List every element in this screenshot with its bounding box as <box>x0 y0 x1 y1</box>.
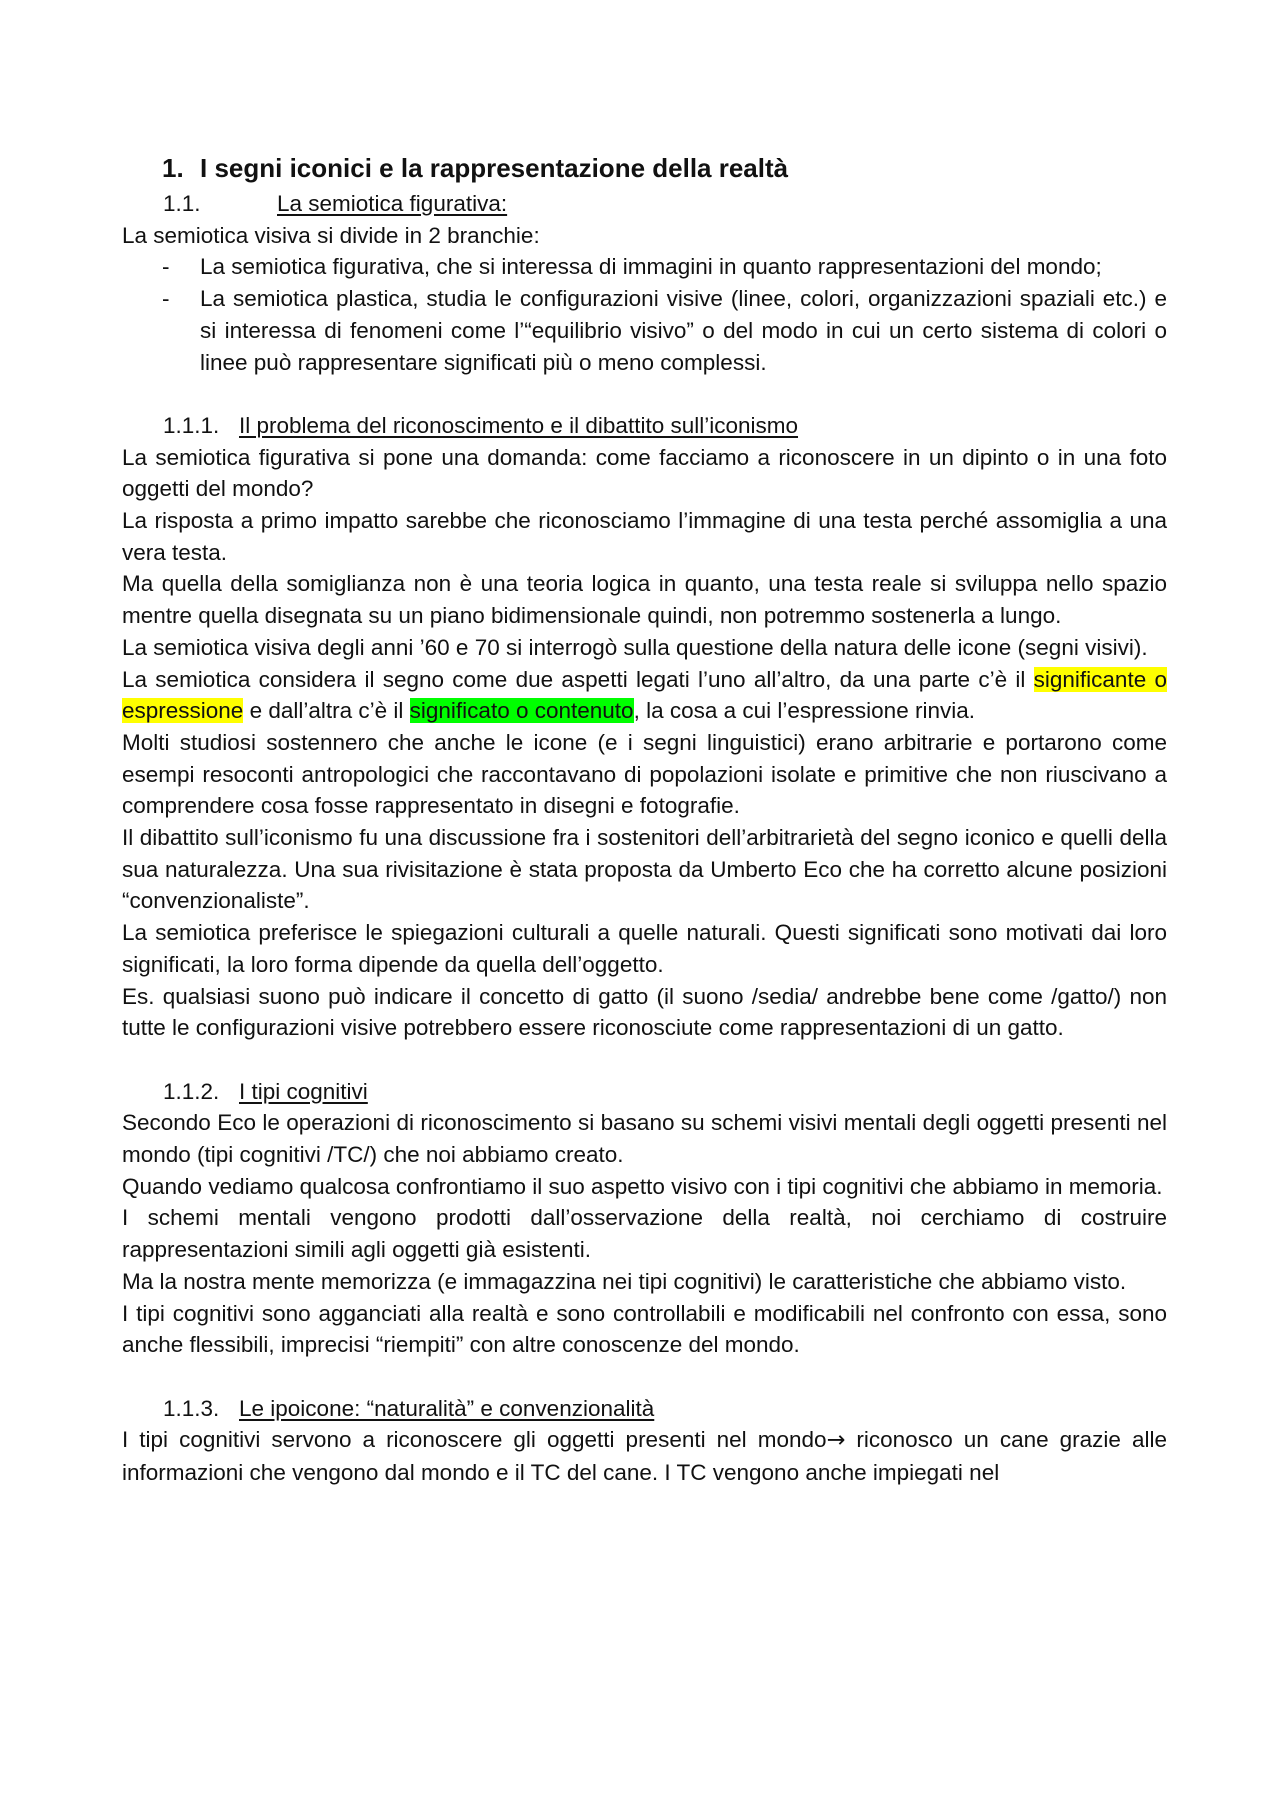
paragraph: Molti studiosi sostennero che anche le icone (e i segni linguistici) erano arbitrarie e portarono come esempi resoconti antropologici che raccontavano di popolazioni isolate e primitive che non riuscivano a comprendere cosa fosse rappresentato in disegni e fotografie. <box>122 729 1167 819</box>
section-number: 1.1. <box>163 191 201 216</box>
blank-line <box>122 378 1167 410</box>
paragraph: I schemi mentali vengono prodotti dall’osservazione della realtà, noi cerchiamo di costruire rappresentazioni simili agli oggetti già esistenti. <box>122 1205 1167 1263</box>
section-number: 1.1.1. <box>163 412 220 438</box>
section-heading-1-1-3 <box>163 1393 1167 1425</box>
section-title: I tipi cognitivi <box>239 1078 368 1104</box>
paragraph: La semiotica preferisce le spiegazioni culturali a quelle naturali. Questi significati sono motivati dai loro significati, la loro forma dipende da quella dell’oggetto. <box>122 920 1167 977</box>
list-item <box>122 283 1167 378</box>
paragraph: Es. qualsiasi suono può indicare il concetto di gatto (il suono /sedia/ andrebbe bene come /gatto/) non tutte le configurazioni visive potrebbero essere riconosciute come rappresentazioni di un gatto. <box>122 983 1167 1041</box>
section-number: 1.1.2. <box>163 1078 220 1104</box>
section-title: Le ipoicone: “naturalità” e convenzionalità <box>239 1395 655 1421</box>
highlight-significante: significante o espressione <box>122 666 1167 724</box>
section-heading-1-1-1 <box>163 410 1167 442</box>
arrow-right-icon: → <box>826 1427 846 1454</box>
section-heading-1-1 <box>163 188 1167 220</box>
paragraph: La risposta a primo impatto sarebbe che riconosciamo l’immagine di una testa perché assomiglia a una vera testa. <box>122 507 1167 565</box>
paragraph: La semiotica visiva degli anni ’60 e 70 si interrogò sulla questione della natura delle icone (segni visivi). <box>122 634 1148 660</box>
chapter-number: 1. <box>162 153 184 183</box>
list-item-text: La semiotica plastica, studia le configurazioni visive (linee, colori, organizzazioni spaziali etc.) e si interessa di fenomeni come l’“equilibrio visivo” o del modo in cui un certo sistema di colori o linee può rappresentare significati più o meno complessi. <box>200 286 1167 375</box>
section-number: 1.1.3. <box>163 1395 220 1421</box>
text-run: e dall’altra c’è il <box>243 698 410 724</box>
list-item <box>122 251 1167 283</box>
paragraph-intro: La semiotica visiva si divide in 2 branchie: <box>122 222 540 248</box>
section-title: La semiotica figurativa: <box>277 191 508 216</box>
branch-list <box>122 251 1167 378</box>
list-dash: - <box>162 286 170 312</box>
text-run: riconosco un cane grazie alle informazioni che vengono dal mondo e il TC del cane. I TC vengono anche impiegati nel <box>122 1427 1167 1486</box>
list-dash: - <box>162 254 170 280</box>
text-run: La semiotica considera il segno come due aspetti legati l’uno all’altro, da una parte c’è il <box>122 666 1034 692</box>
paragraph: Secondo Eco le operazioni di riconoscimento si basano su schemi visivi mentali degli oggetti presenti nel mondo (tipi cognitivi /TC/) che noi abbiamo creato. <box>122 1110 1167 1168</box>
paragraph-segno <box>122 664 1167 727</box>
paragraph: La semiotica figurativa si pone una domanda: come facciamo a riconoscere in un dipinto o in una foto oggetti del mondo? <box>122 444 1167 502</box>
paragraph: I tipi cognitivi sono agganciati alla realtà e sono controllabili e modificabili nel confronto con essa, sono anche flessibili, imprecisi “riempiti” con altre conoscenze del mondo. <box>122 1300 1167 1358</box>
paragraph: Ma la nostra mente memorizza (e immagazzina nei tipi cognitivi) le caratteristiche che abbiamo visto. <box>122 1268 1127 1294</box>
document-page <box>122 150 1167 1489</box>
paragraph-last <box>122 1424 1167 1488</box>
blank-line <box>122 1044 1167 1076</box>
chapter-title: I segni iconici e la rappresentazione della realtà <box>200 153 789 183</box>
text-run: I tipi cognitivi servono a riconoscere gli oggetti presenti nel mondo <box>122 1427 827 1453</box>
list-item-text: La semiotica figurativa, che si interessa di immagini in quanto rappresentazioni del mondo; <box>200 254 1102 280</box>
section-heading-1-1-2 <box>163 1076 1167 1108</box>
highlight-significato: significato o contenuto <box>409 698 634 724</box>
paragraph: Ma quella della somiglianza non è una teoria logica in quanto, una testa reale si sviluppa nello spazio mentre quella disegnata su un piano bidimensionale quindi, non potremmo sostenerla a lungo. <box>122 571 1167 629</box>
text-run: , la cosa a cui l’espressione rinvia. <box>633 698 975 724</box>
paragraph: Quando vediamo qualcosa confrontiamo il suo aspetto visivo con i tipi cognitivi che abbiamo in memoria. <box>122 1173 1163 1199</box>
chapter-heading <box>162 150 1167 186</box>
section-title: Il problema del riconoscimento e il dibattito sull’iconismo <box>239 412 799 438</box>
blank-line <box>122 1361 1167 1393</box>
paragraph: Il dibattito sull’iconismo fu una discussione fra i sostenitori dell’arbitrarietà del segno iconico e quelli della sua naturalezza. Una sua rivisitazione è stata proposta da Umberto Eco che ha corretto alcune posizioni “convenzionaliste”. <box>122 825 1167 914</box>
